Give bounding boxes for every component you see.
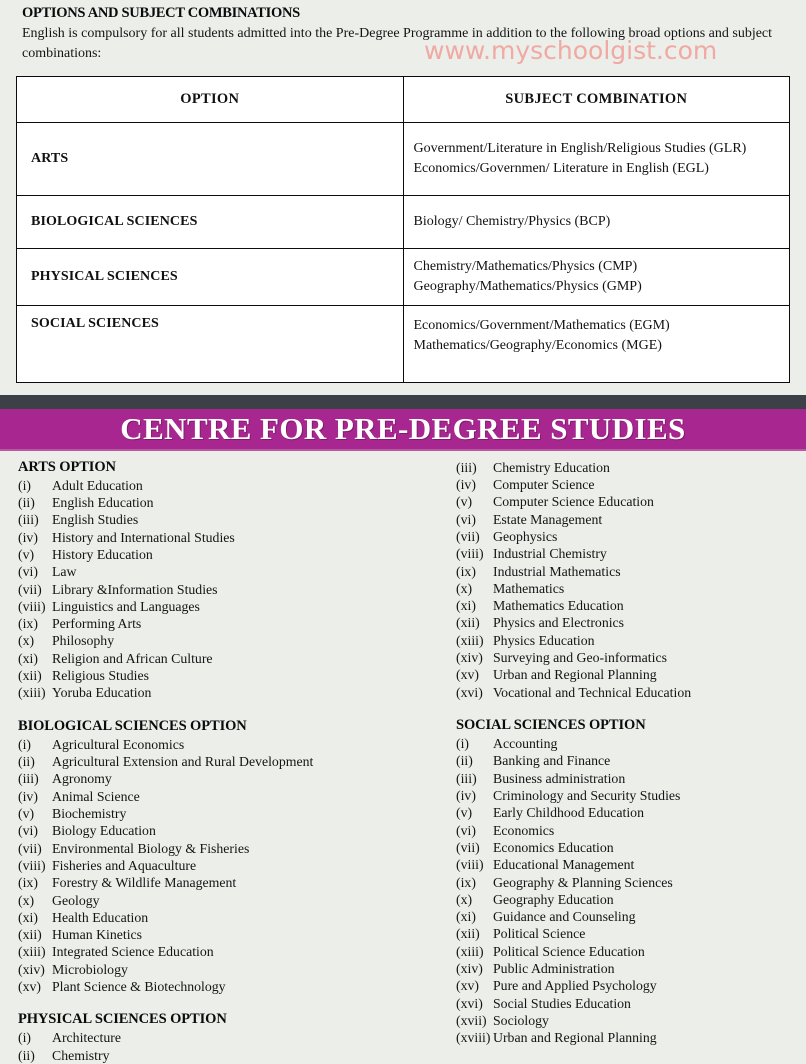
list-item-numeral: (xv) xyxy=(456,667,479,683)
list-item-label: Physics and Electronics xyxy=(493,615,625,631)
table-header-row xyxy=(17,76,790,122)
list-item xyxy=(456,995,806,1012)
list-item-label: Library &Information Studies xyxy=(52,581,218,597)
list-item-label: Performing Arts xyxy=(52,616,142,632)
list-item-numeral: (xi) xyxy=(18,650,38,666)
list-item-numeral: (viii) xyxy=(18,857,46,873)
list-item-numeral: (i) xyxy=(18,736,32,752)
list-item xyxy=(18,598,452,615)
list-item-label: Plant Science & Biotechnology xyxy=(52,979,226,995)
biological-sciences-option-title: BIOLOGICAL SCIENCES OPTION xyxy=(18,717,247,734)
list-item-numeral: (xvii) xyxy=(456,1013,487,1028)
physical-sciences-option-list-left xyxy=(18,1029,452,1064)
table-row xyxy=(17,195,790,248)
list-item xyxy=(456,804,806,821)
biological-sciences-option-list xyxy=(18,736,452,996)
list-item-label: Social Studies Education xyxy=(493,995,631,1011)
list-item xyxy=(18,477,452,494)
list-item xyxy=(18,546,452,563)
list-item-label: Yoruba Education xyxy=(52,685,152,701)
physical-sciences-option-continued-block xyxy=(456,459,806,701)
list-item-label: Law xyxy=(52,564,77,580)
list-item-numeral: (vi) xyxy=(456,511,476,527)
list-item-numeral: (xii) xyxy=(18,668,42,684)
list-item xyxy=(456,528,806,545)
list-item xyxy=(456,752,806,769)
list-item-label: History and International Studies xyxy=(52,529,235,545)
list-item-label: Biology Education xyxy=(52,823,156,839)
list-item-numeral: (xv) xyxy=(18,979,41,995)
list-item-label: Linguistics and Languages xyxy=(52,598,200,614)
list-item-label: Physics Education xyxy=(493,632,595,648)
list-item-numeral: (xiii) xyxy=(456,943,484,959)
list-item-label: Guidance and Counseling xyxy=(493,909,636,925)
list-item-numeral: (iv) xyxy=(456,476,476,492)
list-item-label: Environmental Biology & Fisheries xyxy=(52,840,250,856)
column-header-option: OPTION xyxy=(17,76,404,122)
list-item-numeral: (ix) xyxy=(18,875,38,891)
list-item-numeral: (vi) xyxy=(18,564,38,580)
list-item-label: Banking and Finance xyxy=(493,753,611,769)
list-item xyxy=(456,632,806,649)
list-item xyxy=(18,529,452,546)
list-item-numeral: (xiii) xyxy=(18,944,46,960)
option-combination: Chemistry/Mathematics/Physics (CMP) Geography/Mathematics/Physics (GMP) xyxy=(403,248,790,305)
page-title: OPTIONS AND SUBJECT COMBINATIONS xyxy=(22,5,300,21)
list-item-label: Geology xyxy=(52,892,100,908)
list-item-label: Architecture xyxy=(52,1030,121,1046)
list-item xyxy=(456,476,806,493)
option-name: SOCIAL SCIENCES xyxy=(17,305,404,382)
list-item-numeral: (xii) xyxy=(18,927,42,943)
list-item-numeral: (i) xyxy=(18,1030,32,1046)
list-item-label: Fisheries and Aquaculture xyxy=(52,857,197,873)
list-item xyxy=(18,822,452,839)
list-item xyxy=(18,1047,452,1064)
option-combination: Government/Literature in English/Religious Studies (GLR) Economics/Governmen/ Literature in English (EGL) xyxy=(403,122,790,195)
list-item-numeral: (iv) xyxy=(18,529,38,545)
list-item xyxy=(456,960,806,977)
list-item xyxy=(456,459,806,476)
banner-title: CENTRE FOR PRE-DEGREE STUDIES xyxy=(120,410,686,446)
list-item-label: Mathematics xyxy=(493,580,565,596)
list-item-numeral: (vi) xyxy=(18,823,38,839)
list-item-label: Vocational and Technical Education xyxy=(493,684,692,700)
list-item-label: Animal Science xyxy=(52,788,140,804)
list-item xyxy=(18,840,452,857)
list-item xyxy=(456,614,806,631)
list-item-numeral: (xi) xyxy=(456,909,476,925)
list-item xyxy=(18,650,452,667)
list-item xyxy=(456,563,806,580)
list-item-label: Geography & Planning Sciences xyxy=(493,874,673,890)
list-item-label: Agricultural Economics xyxy=(52,736,185,752)
list-item-label: Computer Science Education xyxy=(493,494,654,510)
list-item-numeral: (viii) xyxy=(18,598,46,614)
table-row xyxy=(17,248,790,305)
option-name: BIOLOGICAL SCIENCES xyxy=(17,195,404,248)
list-item-label: Mathematics Education xyxy=(493,598,624,614)
intro-paragraph: English is compulsory for all students admitted into the Pre-Degree Programme in addition to the following broad options and subject combinations: xyxy=(22,26,773,61)
list-item-numeral: (vii) xyxy=(456,839,480,855)
list-item-numeral: (v) xyxy=(18,805,35,821)
list-item-numeral: (xviii) xyxy=(456,1030,491,1046)
intro-section xyxy=(0,0,806,64)
list-item-label: Religious Studies xyxy=(52,668,149,684)
list-item-numeral: (viii) xyxy=(456,857,484,873)
list-item xyxy=(18,943,452,960)
list-item-numeral: (xiii) xyxy=(18,685,46,701)
list-item xyxy=(456,493,806,510)
list-item xyxy=(18,511,452,528)
list-item xyxy=(456,649,806,666)
list-item xyxy=(18,892,452,909)
list-item xyxy=(456,735,806,752)
list-item xyxy=(456,580,806,597)
option-combination: Economics/Government/Mathematics (EGM) Mathematics/Geography/Economics (MGE) xyxy=(403,305,790,382)
list-item xyxy=(456,1029,806,1046)
list-item xyxy=(18,667,452,684)
list-item-numeral: (x) xyxy=(18,633,35,649)
list-item-numeral: (xv) xyxy=(456,978,479,994)
physical-sciences-option-block xyxy=(18,1011,452,1064)
list-item-label: Political Science xyxy=(493,926,586,942)
subject-combinations-table xyxy=(16,76,790,383)
list-item-label: Economics xyxy=(493,822,555,838)
list-item-label: Estate Management xyxy=(493,511,603,527)
list-item xyxy=(456,1012,806,1029)
list-item xyxy=(18,926,452,943)
list-item-label: Integrated Science Education xyxy=(52,944,214,960)
table-row xyxy=(17,122,790,195)
list-item-numeral: (xiv) xyxy=(18,961,45,977)
option-name: ARTS xyxy=(17,122,404,195)
list-item xyxy=(456,874,806,891)
list-item xyxy=(456,666,806,683)
list-item xyxy=(18,753,452,770)
list-item-label: Educational Management xyxy=(493,857,635,873)
list-item xyxy=(18,684,452,701)
list-item-label: Computer Science xyxy=(493,476,595,492)
list-item-label: Adult Education xyxy=(52,477,143,493)
list-item-label: Microbiology xyxy=(52,961,128,977)
list-item xyxy=(18,615,452,632)
list-item-numeral: (vi) xyxy=(456,822,476,838)
list-item-numeral: (i) xyxy=(456,736,470,751)
social-sciences-option-block xyxy=(456,717,806,1047)
list-item-numeral: (xi) xyxy=(456,598,476,614)
list-item-label: Political Science Education xyxy=(493,943,645,959)
list-item-numeral: (ii) xyxy=(18,754,35,769)
list-item-label: English Studies xyxy=(52,512,139,528)
list-item-numeral: (vii) xyxy=(18,840,42,856)
list-item-numeral: (vii) xyxy=(456,528,480,544)
right-column xyxy=(452,459,806,1064)
list-item-numeral: (x) xyxy=(18,892,35,908)
list-item-numeral: (iii) xyxy=(456,459,477,475)
list-item xyxy=(18,978,452,995)
list-item-numeral: (ii) xyxy=(456,753,473,769)
list-item-numeral: (iii) xyxy=(18,771,39,787)
list-item-label: Health Education xyxy=(52,909,149,925)
list-item xyxy=(456,511,806,528)
list-item xyxy=(18,632,452,649)
list-item-label: Agricultural Extension and Rural Development xyxy=(52,754,314,769)
site-watermark: www.myschoolgist.com xyxy=(424,36,718,65)
list-item-label: Public Administration xyxy=(493,961,615,977)
list-item xyxy=(456,684,806,701)
list-item-label: History Education xyxy=(52,546,153,562)
list-item xyxy=(18,805,452,822)
list-item-numeral: (xvi) xyxy=(456,995,483,1011)
biological-sciences-option-block xyxy=(18,718,452,996)
list-item-numeral: (x) xyxy=(456,580,473,596)
arts-option-list xyxy=(18,477,452,702)
arts-option-title: ARTS OPTION xyxy=(18,458,116,475)
list-item-numeral: (v) xyxy=(456,805,473,821)
list-item xyxy=(456,822,806,839)
centre-banner xyxy=(0,409,806,451)
list-item xyxy=(18,788,452,805)
section-divider-bar xyxy=(0,395,806,409)
list-item-label: Geophysics xyxy=(493,528,558,544)
list-item-label: Criminology and Security Studies xyxy=(493,787,681,803)
column-header-subject-combination: SUBJECT COMBINATION xyxy=(403,76,790,122)
option-combination: Biology/ Chemistry/Physics (BCP) xyxy=(403,195,790,248)
list-item xyxy=(456,977,806,994)
list-item xyxy=(18,494,452,511)
list-item-label: Philosophy xyxy=(52,633,115,649)
list-item-numeral: (xi) xyxy=(18,909,38,925)
list-item xyxy=(18,874,452,891)
list-item-label: English Education xyxy=(52,494,154,510)
list-item-label: Sociology xyxy=(493,1013,549,1028)
list-item-numeral: (ii) xyxy=(18,494,35,510)
list-item-label: Religion and African Culture xyxy=(52,650,213,666)
subject-combinations-table-wrapper xyxy=(16,76,790,383)
list-item xyxy=(18,563,452,580)
list-item-label: Chemistry xyxy=(52,1047,110,1063)
list-item-numeral: (x) xyxy=(456,891,473,907)
list-item-label: Human Kinetics xyxy=(52,927,143,943)
list-item-label: Early Childhood Education xyxy=(493,805,644,821)
course-listing-area xyxy=(0,451,806,1064)
list-item xyxy=(18,857,452,874)
list-item-numeral: (xvi) xyxy=(456,684,483,700)
list-item xyxy=(456,908,806,925)
list-item-label: Industrial Chemistry xyxy=(493,546,607,562)
list-item-numeral: (xiv) xyxy=(456,961,483,977)
list-item-label: Agronomy xyxy=(52,771,112,787)
list-item-label: Pure and Applied Psychology xyxy=(493,978,657,994)
list-item xyxy=(456,545,806,562)
list-item-numeral: (iv) xyxy=(456,787,476,803)
list-item xyxy=(456,925,806,942)
list-item-label: Geography Education xyxy=(493,891,614,907)
list-item-label: Economics Education xyxy=(493,839,614,855)
list-item-numeral: (ii) xyxy=(18,1047,35,1063)
list-item-label: Chemistry Education xyxy=(493,459,610,475)
option-name: PHYSICAL SCIENCES xyxy=(17,248,404,305)
list-item-numeral: (ix) xyxy=(456,563,476,579)
physical-sciences-option-title: PHYSICAL SCIENCES OPTION xyxy=(18,1011,227,1028)
list-item-label: Urban and Regional Planning xyxy=(493,667,657,683)
list-item-label: Urban and Regional Planning xyxy=(493,1030,657,1046)
list-item-label: Surveying and Geo-informatics xyxy=(493,650,667,666)
list-item xyxy=(456,770,806,787)
list-item xyxy=(18,909,452,926)
list-item-numeral: (xiii) xyxy=(456,632,484,648)
list-item-numeral: (ix) xyxy=(18,616,38,632)
arts-option-block xyxy=(18,459,452,702)
list-item xyxy=(456,856,806,873)
list-item-numeral: (ix) xyxy=(456,874,476,890)
list-item-numeral: (vii) xyxy=(18,581,42,597)
list-item xyxy=(18,736,452,753)
list-item xyxy=(18,581,452,598)
list-item xyxy=(456,787,806,804)
list-item-numeral: (viii) xyxy=(456,546,484,562)
list-item xyxy=(456,839,806,856)
list-item-numeral: (iii) xyxy=(18,512,39,528)
table-row xyxy=(17,305,790,382)
social-sciences-option-title: SOCIAL SCIENCES OPTION xyxy=(456,717,646,733)
list-item-numeral: (iii) xyxy=(456,770,477,786)
list-item xyxy=(456,597,806,614)
list-item-numeral: (iv) xyxy=(18,788,38,804)
list-item-label: Biochemistry xyxy=(52,805,127,821)
list-item-label: Accounting xyxy=(493,736,558,751)
list-item-numeral: (xii) xyxy=(456,926,480,942)
list-item-numeral: (v) xyxy=(456,494,473,510)
list-item-numeral: (xii) xyxy=(456,615,480,631)
list-item xyxy=(456,943,806,960)
list-item-numeral: (xiv) xyxy=(456,650,483,666)
list-item-label: Industrial Mathematics xyxy=(493,563,621,579)
physical-sciences-option-list-right xyxy=(456,459,806,701)
left-column xyxy=(0,459,452,1064)
list-item xyxy=(456,891,806,908)
list-item xyxy=(18,770,452,787)
list-item-numeral: (v) xyxy=(18,546,35,562)
list-item-label: Forestry & Wildlife Management xyxy=(52,875,237,891)
list-item-label: Business administration xyxy=(493,770,626,786)
social-sciences-option-list xyxy=(456,735,806,1047)
list-item xyxy=(18,1029,452,1046)
list-item xyxy=(18,961,452,978)
list-item-numeral: (i) xyxy=(18,477,32,493)
